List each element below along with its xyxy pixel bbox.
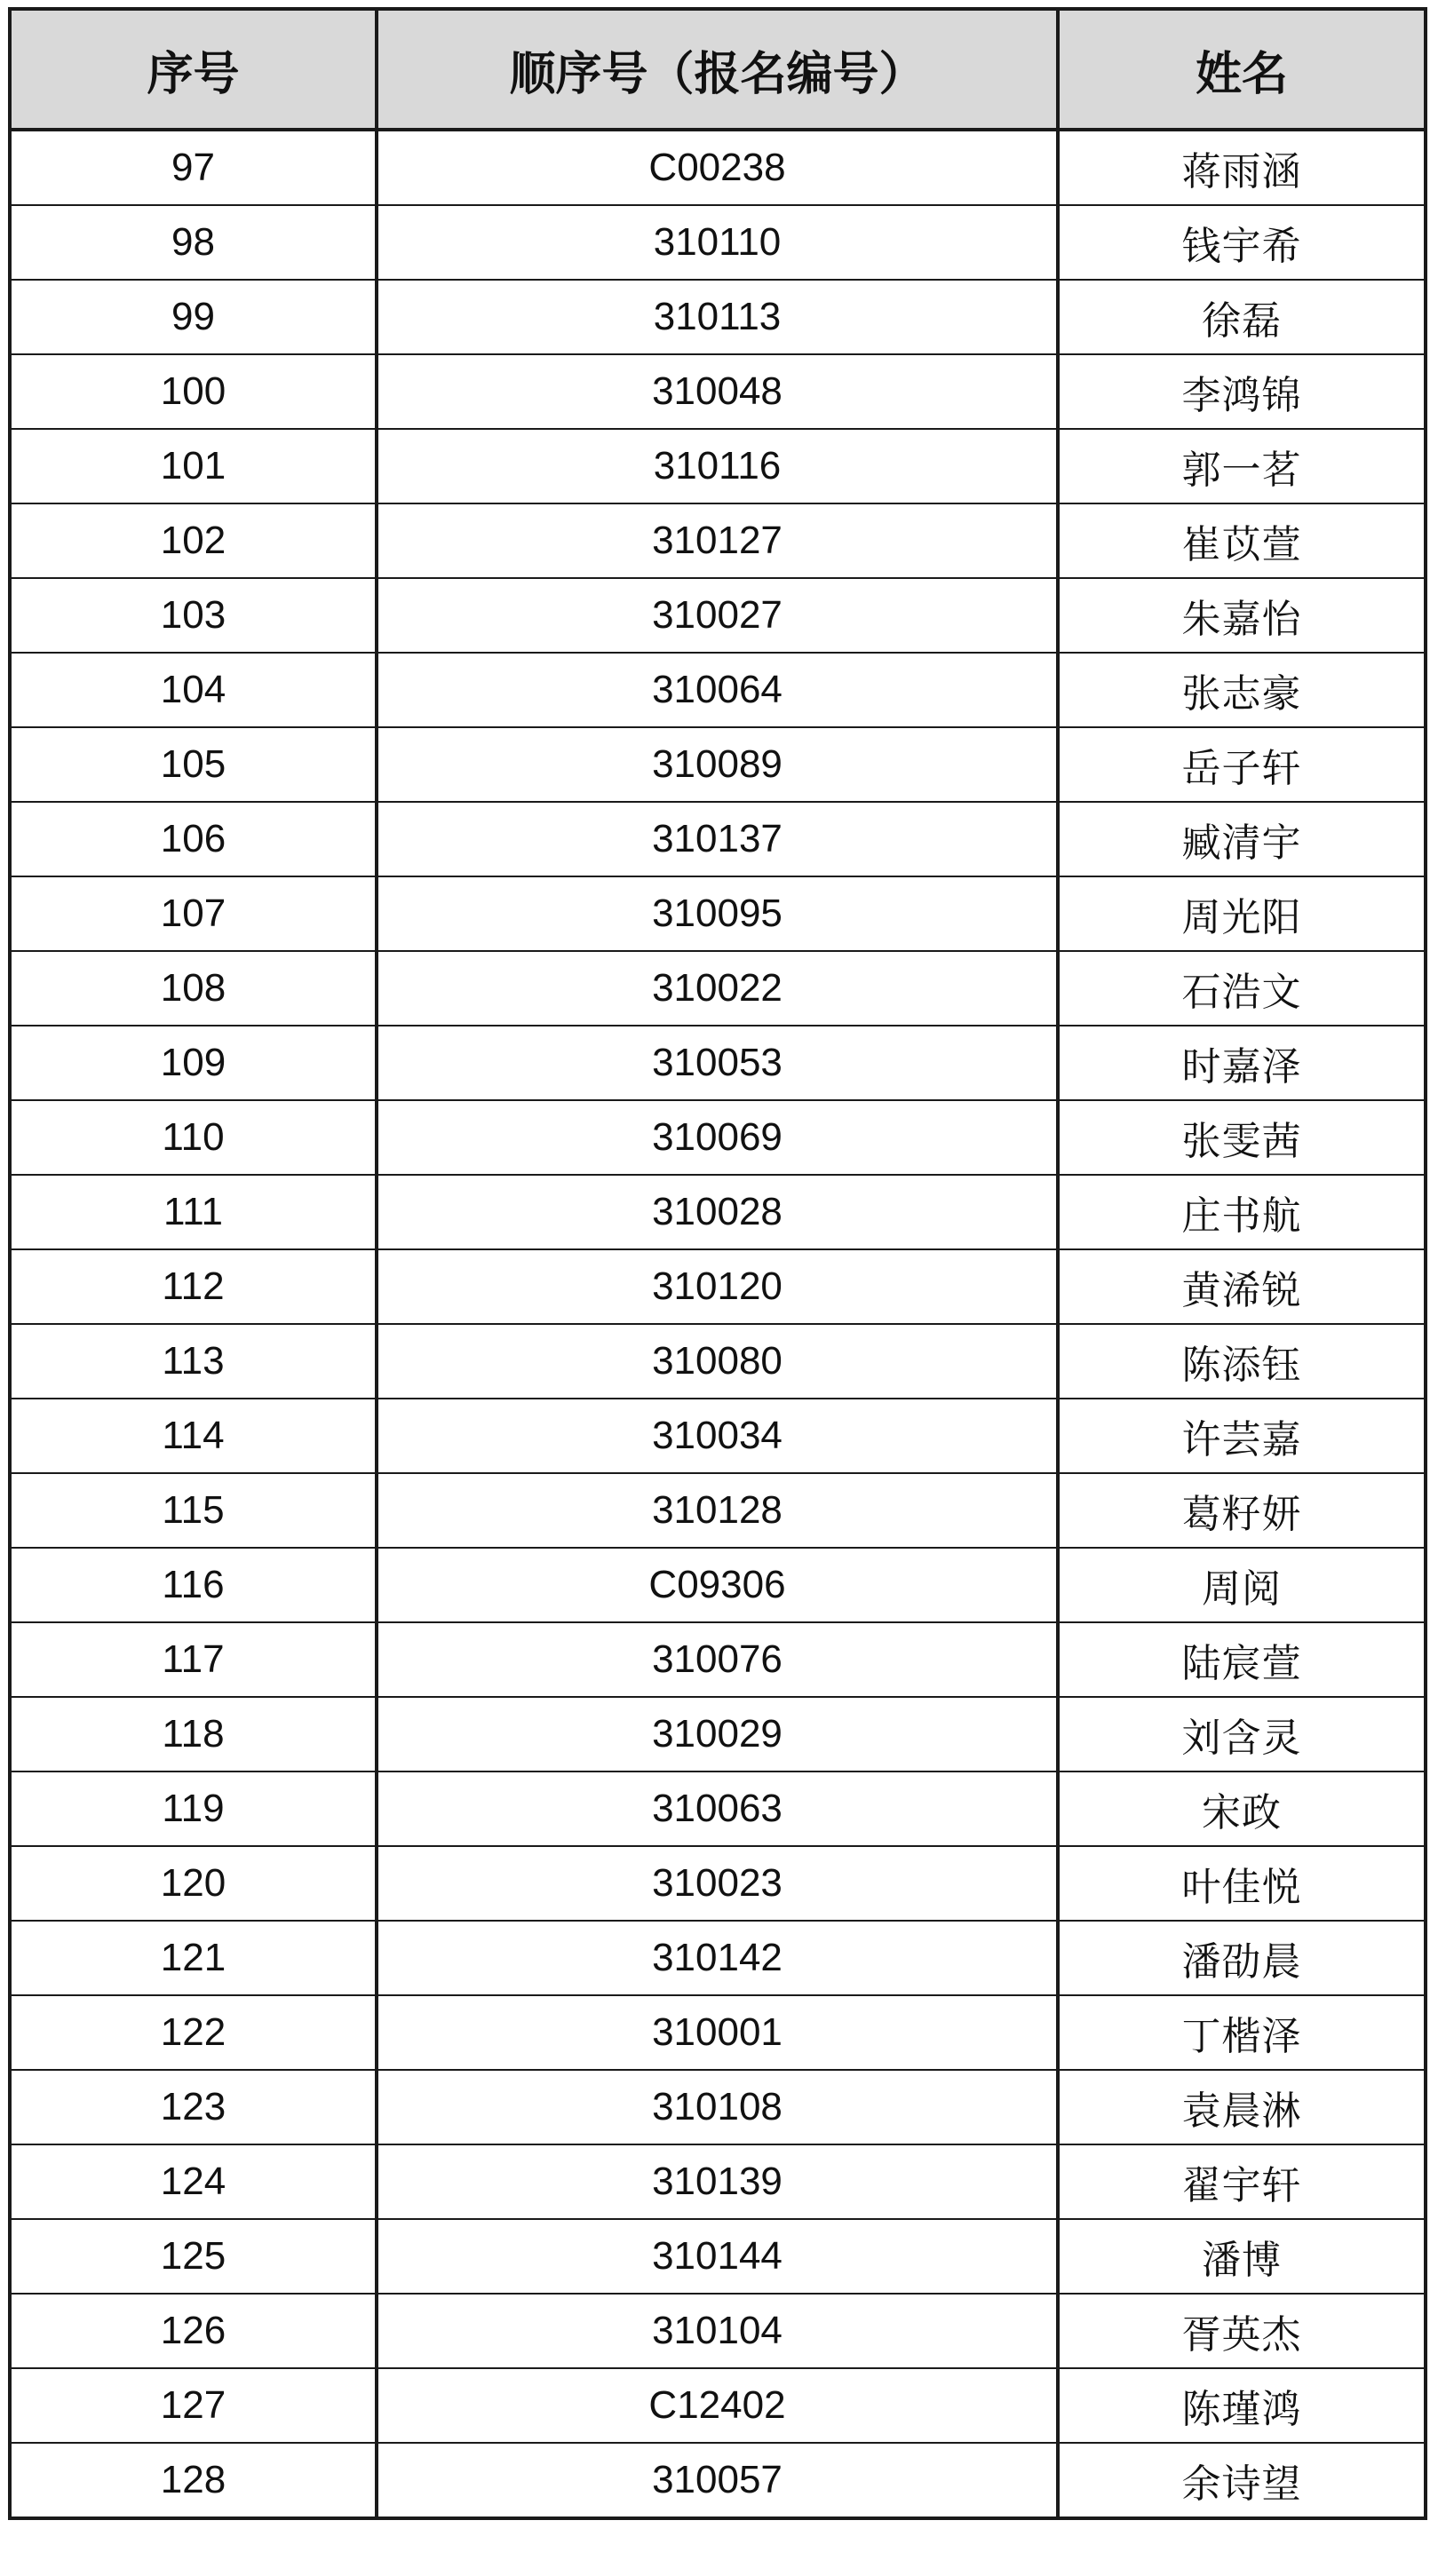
cell-index: 123 [10, 2070, 377, 2144]
table-row [10, 2144, 1426, 2219]
cell-name: 陈瑾鸿 [1058, 2368, 1426, 2443]
table-row [10, 1697, 1426, 1771]
table-row [10, 2070, 1426, 2144]
cell-index: 126 [10, 2294, 377, 2368]
cell-registration-number: 310076 [377, 1622, 1058, 1697]
cell-index: 122 [10, 1995, 377, 2070]
table-row [10, 205, 1426, 280]
cell-index: 100 [10, 354, 377, 429]
cell-name: 蒋雨涵 [1058, 130, 1426, 205]
cell-registration-number: 310064 [377, 653, 1058, 727]
roster-table [8, 7, 1427, 2520]
cell-index: 124 [10, 2144, 377, 2219]
cell-name: 岳子轩 [1058, 727, 1426, 802]
table-row [10, 280, 1426, 354]
cell-registration-number: 310063 [377, 1771, 1058, 1846]
cell-name: 陆宸萱 [1058, 1622, 1426, 1697]
cell-index: 102 [10, 503, 377, 578]
cell-index: 101 [10, 429, 377, 503]
cell-index: 120 [10, 1846, 377, 1921]
table-row [10, 503, 1426, 578]
table-row [10, 951, 1426, 1026]
cell-registration-number: 310069 [377, 1100, 1058, 1175]
table-row [10, 130, 1426, 205]
cell-registration-number: 310104 [377, 2294, 1058, 2368]
cell-name: 袁晨淋 [1058, 2070, 1426, 2144]
cell-index: 116 [10, 1548, 377, 1622]
cell-registration-number: 310113 [377, 280, 1058, 354]
table-header [10, 9, 1426, 130]
table-row [10, 1399, 1426, 1473]
cell-index: 117 [10, 1622, 377, 1697]
header-index: 序号 [10, 9, 377, 130]
table-row [10, 1026, 1426, 1100]
cell-name: 余诗望 [1058, 2443, 1426, 2518]
cell-name: 钱宇希 [1058, 205, 1426, 280]
cell-name: 张雯茜 [1058, 1100, 1426, 1175]
table-row [10, 429, 1426, 503]
cell-name: 翟宇轩 [1058, 2144, 1426, 2219]
cell-registration-number: 310128 [377, 1473, 1058, 1548]
table-row [10, 2368, 1426, 2443]
table-body [10, 130, 1426, 2518]
header-row [10, 9, 1426, 130]
cell-index: 99 [10, 280, 377, 354]
cell-name: 李鸿锦 [1058, 354, 1426, 429]
cell-name: 郭一茗 [1058, 429, 1426, 503]
cell-name: 周阅 [1058, 1548, 1426, 1622]
cell-name: 潘博 [1058, 2219, 1426, 2294]
cell-registration-number: 310127 [377, 503, 1058, 578]
cell-registration-number: 310139 [377, 2144, 1058, 2219]
cell-name: 时嘉泽 [1058, 1026, 1426, 1100]
cell-registration-number: C00238 [377, 130, 1058, 205]
cell-name: 许芸嘉 [1058, 1399, 1426, 1473]
table-row [10, 354, 1426, 429]
cell-name: 陈添钰 [1058, 1324, 1426, 1399]
cell-registration-number: C12402 [377, 2368, 1058, 2443]
roster-table-container [8, 7, 1427, 2520]
cell-registration-number: 310001 [377, 1995, 1058, 2070]
table-row [10, 1324, 1426, 1399]
table-row [10, 1846, 1426, 1921]
cell-index: 107 [10, 876, 377, 951]
cell-index: 98 [10, 205, 377, 280]
table-row [10, 1473, 1426, 1548]
cell-index: 105 [10, 727, 377, 802]
cell-index: 114 [10, 1399, 377, 1473]
cell-index: 125 [10, 2219, 377, 2294]
cell-index: 128 [10, 2443, 377, 2518]
table-row [10, 2294, 1426, 2368]
header-registration-number: 顺序号（报名编号） [377, 9, 1058, 130]
cell-registration-number: 310110 [377, 205, 1058, 280]
header-name: 姓名 [1058, 9, 1426, 130]
table-row [10, 2219, 1426, 2294]
cell-index: 112 [10, 1249, 377, 1324]
cell-index: 119 [10, 1771, 377, 1846]
cell-name: 张志豪 [1058, 653, 1426, 727]
cell-name: 徐磊 [1058, 280, 1426, 354]
cell-name: 周光阳 [1058, 876, 1426, 951]
cell-name: 潘劭晨 [1058, 1921, 1426, 1995]
cell-registration-number: 310023 [377, 1846, 1058, 1921]
cell-name: 叶佳悦 [1058, 1846, 1426, 1921]
cell-index: 110 [10, 1100, 377, 1175]
cell-registration-number: 310048 [377, 354, 1058, 429]
table-row [10, 1921, 1426, 1995]
cell-index: 118 [10, 1697, 377, 1771]
table-row [10, 1249, 1426, 1324]
cell-index: 106 [10, 802, 377, 876]
cell-index: 127 [10, 2368, 377, 2443]
cell-name: 胥英杰 [1058, 2294, 1426, 2368]
table-row [10, 802, 1426, 876]
cell-registration-number: 310142 [377, 1921, 1058, 1995]
cell-index: 121 [10, 1921, 377, 1995]
cell-index: 104 [10, 653, 377, 727]
cell-name: 崔苡萱 [1058, 503, 1426, 578]
cell-registration-number: 310089 [377, 727, 1058, 802]
cell-registration-number: 310034 [377, 1399, 1058, 1473]
cell-registration-number: 310027 [377, 578, 1058, 653]
cell-index: 108 [10, 951, 377, 1026]
cell-name: 丁楷泽 [1058, 1995, 1426, 2070]
table-row [10, 1100, 1426, 1175]
table-row [10, 1771, 1426, 1846]
cell-index: 111 [10, 1175, 377, 1249]
cell-index: 113 [10, 1324, 377, 1399]
cell-registration-number: 310137 [377, 802, 1058, 876]
table-row [10, 578, 1426, 653]
cell-registration-number: 310116 [377, 429, 1058, 503]
cell-name: 宋政 [1058, 1771, 1426, 1846]
cell-name: 朱嘉怡 [1058, 578, 1426, 653]
table-row [10, 727, 1426, 802]
table-row [10, 2443, 1426, 2518]
cell-index: 103 [10, 578, 377, 653]
table-row [10, 653, 1426, 727]
cell-registration-number: 310028 [377, 1175, 1058, 1249]
cell-registration-number: 310120 [377, 1249, 1058, 1324]
cell-registration-number: 310053 [377, 1026, 1058, 1100]
table-row [10, 876, 1426, 951]
table-row [10, 1995, 1426, 2070]
cell-registration-number: 310057 [377, 2443, 1058, 2518]
table-row [10, 1175, 1426, 1249]
cell-name: 葛籽妍 [1058, 1473, 1426, 1548]
cell-name: 庄书航 [1058, 1175, 1426, 1249]
cell-registration-number: 310080 [377, 1324, 1058, 1399]
cell-index: 109 [10, 1026, 377, 1100]
cell-registration-number: 310095 [377, 876, 1058, 951]
cell-name: 石浩文 [1058, 951, 1426, 1026]
table-row [10, 1548, 1426, 1622]
cell-registration-number: 310029 [377, 1697, 1058, 1771]
cell-index: 97 [10, 130, 377, 205]
cell-registration-number: 310144 [377, 2219, 1058, 2294]
cell-name: 臧清宇 [1058, 802, 1426, 876]
cell-name: 黄浠锐 [1058, 1249, 1426, 1324]
cell-registration-number: C09306 [377, 1548, 1058, 1622]
cell-name: 刘含灵 [1058, 1697, 1426, 1771]
table-row [10, 1622, 1426, 1697]
cell-registration-number: 310108 [377, 2070, 1058, 2144]
cell-registration-number: 310022 [377, 951, 1058, 1026]
cell-index: 115 [10, 1473, 377, 1548]
